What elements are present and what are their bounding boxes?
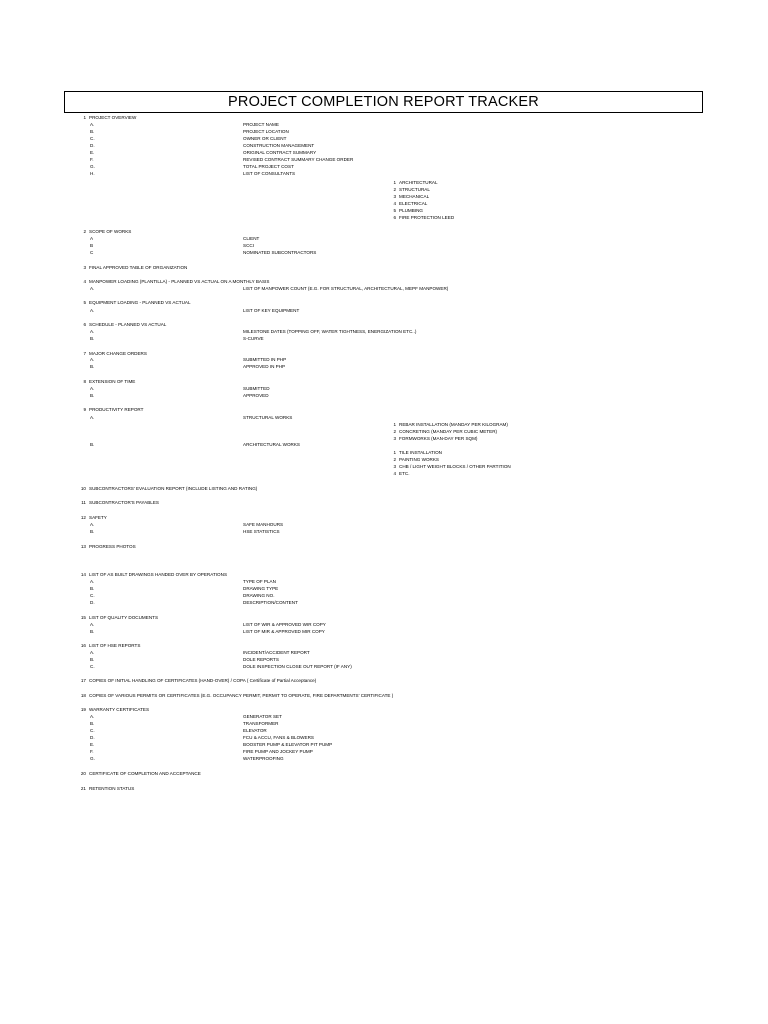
sub-number: 4 — [393, 201, 396, 206]
sub-item-text: ELECTRICAL — [399, 201, 428, 206]
item-text: APPROVED — [243, 393, 269, 398]
section-heading: WARRANTY CERTIFICATES — [89, 707, 150, 712]
section-heading: PROJECT OVERVIEW — [89, 115, 137, 120]
sub-item-text: REBAR INSTALLATION (MANDAY PER KILOGRAM) — [399, 422, 508, 427]
item-letter: A. — [90, 415, 95, 420]
section-number: 12 — [80, 515, 86, 520]
sub-item-text: MECHANICAL — [399, 194, 430, 199]
sub-item-text: CHB / LIGHT WEIGHT BLOCKS / OTHER PARTITION — [399, 464, 511, 469]
item-letter: C. — [90, 664, 95, 669]
item-text: STRUCTURAL WORKS — [243, 415, 293, 420]
item-text: BOOSTER PUMP & ELEVATOR PIT PUMP — [243, 742, 333, 747]
item-text: DESCRIPTION/CONTENT — [243, 600, 298, 605]
item-text: TYPE OF PLAN — [243, 579, 276, 584]
item-letter: A. — [90, 622, 95, 627]
item-letter: C — [90, 250, 94, 255]
item-letter: A. — [90, 714, 95, 719]
item-letter: G. — [90, 756, 95, 761]
section-heading: RETENTION STATUS — [89, 786, 135, 791]
item-text: OWNER OR CLIENT — [243, 136, 287, 141]
section-heading: LIST OF QUALITY DOCUMENTS — [89, 615, 159, 620]
section-number: 4 — [83, 279, 86, 284]
section-heading: LIST OF HSE REPORTS — [89, 643, 141, 648]
item-text: ARCHITECTURAL WORKS — [243, 442, 300, 447]
item-text: FCU & ACCU, FANS & BLOWERS — [243, 735, 314, 740]
sub-item-text: FIRE PROTECTION LEED — [399, 215, 455, 220]
item-letter: C. — [90, 593, 95, 598]
section-number: 7 — [83, 351, 86, 356]
item-letter: D. — [90, 143, 95, 148]
item-text: TRANSFORMER — [243, 721, 279, 726]
item-letter: B. — [90, 442, 95, 447]
sub-item-text: ARCHITECTURAL — [399, 180, 438, 185]
item-text: CONSTRUCTION MANAGEMENT — [243, 143, 315, 148]
item-text: CLIENT — [243, 236, 260, 241]
section-number: 5 — [83, 300, 86, 305]
item-text: NOMINATED SUBCONTRACTORS — [243, 250, 317, 255]
section-number: 10 — [80, 486, 86, 491]
item-letter: F. — [90, 157, 94, 162]
item-letter: B. — [90, 393, 95, 398]
sub-item-text: PAINTING WORKS — [399, 457, 439, 462]
section-number: 17 — [80, 678, 86, 683]
item-text: SUBMITTED — [243, 386, 270, 391]
section-number: 11 — [81, 500, 86, 505]
sub-item-text: ETC. — [399, 471, 410, 476]
item-text: PROJECT LOCATION — [243, 129, 289, 134]
sub-number: 2 — [393, 429, 396, 434]
item-text: LIST OF CONSULTANTS — [243, 171, 296, 176]
item-letter: E. — [90, 150, 95, 155]
section-number: 6 — [83, 322, 86, 327]
section-number: 19 — [80, 707, 86, 712]
item-text: DOLE REPORTS — [243, 657, 279, 662]
item-text: LIST OF MIR & APPROVED MIR COPY — [243, 629, 325, 634]
item-letter: A. — [90, 650, 95, 655]
item-letter: C. — [90, 136, 95, 141]
item-letter: B — [90, 243, 94, 248]
item-letter: A. — [90, 329, 95, 334]
section-heading: MANPOWER LOADING (PLANTILLA) - PLANNED VS ACTUAL ON A MONTHLY BASIS — [89, 279, 270, 284]
section-number: 1 — [83, 115, 86, 120]
sub-number: 4 — [393, 471, 396, 476]
sub-number: 3 — [393, 436, 396, 441]
section-number: 16 — [80, 643, 86, 648]
item-letter: B. — [90, 586, 95, 591]
item-letter: B. — [90, 629, 95, 634]
item-text: MILESTONE DATES (TOPPING OFF, WATER TIGHTNESS, ENERGIZATION ETC..) — [243, 329, 417, 334]
item-letter: G. — [90, 164, 95, 169]
item-text: ELEVATOR — [243, 728, 267, 733]
section-heading: MAJOR CHANGE ORDERS — [89, 351, 147, 356]
section-number: 13 — [80, 544, 86, 549]
sub-item-text: FORMWORKS (MAN-DAY PER SQM) — [399, 436, 478, 441]
item-letter: B. — [90, 657, 95, 662]
sub-number: 1 — [393, 422, 396, 427]
item-letter: A. — [90, 122, 95, 127]
item-text: HSE STATISTICS — [243, 529, 280, 534]
section-heading: SAFETY — [89, 515, 107, 520]
item-text: APPROVED IN PHP — [243, 364, 286, 369]
item-text: REVISED CONTRACT SUMMARY CHANGE ORDER — [243, 157, 354, 162]
sub-number: 1 — [393, 180, 396, 185]
section-number: 8 — [83, 379, 86, 384]
section-heading: SCHEDULE - PLANNED VS ACTUAL — [89, 322, 167, 327]
item-letter: B. — [90, 364, 95, 369]
section-number: 21 — [80, 786, 86, 791]
item-letter: A. — [90, 386, 95, 391]
section-heading: COPIES OF VARIOUS PERMITS OR CERTIFICATES (E.G. OCCUPANCY PERMIT, PERMIT TO OPERATE, FIRE DEPARTMENTS' CERTIFICATE ) — [89, 693, 394, 698]
item-letter: E. — [90, 742, 95, 747]
item-text: SUBMITTED IN PHP — [243, 357, 287, 362]
section-number: 9 — [83, 407, 86, 412]
section-number: 18 — [80, 693, 86, 698]
page-title: PROJECT COMPLETION REPORT TRACKER — [228, 93, 539, 110]
section-heading: EXTENSION OF TIME — [89, 379, 136, 384]
sub-number: 1 — [393, 450, 396, 455]
item-letter: H. — [90, 171, 95, 176]
item-letter: A. — [90, 522, 95, 527]
item-letter: C. — [90, 728, 95, 733]
sub-number: 2 — [393, 457, 396, 462]
title-box — [64, 91, 703, 113]
item-letter: A. — [90, 357, 95, 362]
item-letter: D. — [90, 600, 95, 605]
section-number: 15 — [80, 615, 86, 620]
item-text: LIST OF KEY EQUIPMENT — [243, 308, 300, 313]
item-text: LIST OF MANPOWER COUNT (E.G. FOR STRUCTURAL, ARCHITECTURAL, MEPF MANPOWER) — [243, 286, 449, 291]
section-number: 14 — [80, 572, 86, 577]
sub-number: 5 — [393, 208, 396, 213]
section-heading: SCOPE OF WORKS — [89, 229, 132, 234]
section-number: 20 — [80, 771, 86, 776]
section-heading: PRODUCTIVITY REPORT — [89, 407, 144, 412]
section-heading: PROGRESS PHOTOS — [89, 544, 136, 549]
item-text: PROJECT NAME — [243, 122, 279, 127]
item-text: INCIDENT/ACCIDENT REPORT — [243, 650, 310, 655]
item-letter: A. — [90, 579, 95, 584]
sub-number: 6 — [393, 215, 396, 220]
item-text: LIST OF WIR & APPROVED WIR COPY — [243, 622, 326, 627]
sub-item-text: TILE INSTALLATION — [399, 450, 442, 455]
item-text: SAFE MANHOURS — [243, 522, 284, 527]
item-letter: B. — [90, 721, 95, 726]
item-letter: F. — [90, 749, 94, 754]
sub-number: 3 — [393, 194, 396, 199]
item-letter: B. — [90, 336, 95, 341]
item-letter: D. — [90, 735, 95, 740]
item-letter: A. — [90, 286, 95, 291]
sub-number: 2 — [393, 187, 396, 192]
sub-item-text: CONCRETING (MANDAY PER CUBIC METER) — [399, 429, 498, 434]
section-number: 2 — [83, 229, 86, 234]
item-text: DRAWING NO. — [243, 593, 275, 598]
item-text: ORIGINAL CONTRACT SUMMARY — [243, 150, 317, 155]
item-text: FIRE PUMP AND JOCKEY PUMP — [243, 749, 313, 754]
item-letter: B. — [90, 129, 95, 134]
item-letter: A — [90, 236, 94, 241]
item-text: SCCI — [243, 243, 254, 248]
item-text: GENERATOR SET — [243, 714, 282, 719]
section-heading: LIST OF AS BUILT DRAWINGS HANDED OVER BY OPERATIONS — [89, 572, 228, 577]
section-heading: COPIES OF INITIAL HANDLING OF CERTIFICATES (HAND-OVER) / COPA ( Certificate of Partial Acceptance) — [89, 678, 317, 683]
section-number: 3 — [83, 265, 86, 270]
item-text: DRAWING TYPE — [243, 586, 279, 591]
item-text: DOLE INSPECTION CLOSE OUT REPORT (IF ANY) — [243, 664, 352, 669]
sub-item-text: STRUCTURAL — [399, 187, 430, 192]
section-heading: SUBCONTRACTOR'S PAYABLES — [89, 500, 159, 505]
section-heading: CERTIFICATE OF COMPLETION AND ACCEPTANCE — [89, 771, 201, 776]
section-heading: SUBCONTRACTORS' EVALUATION REPORT (INCLUDE LISTING AND RATING) — [89, 486, 258, 491]
item-text: S-CURVE — [243, 336, 264, 341]
item-text: TOTAL PROJECT COST — [243, 164, 294, 169]
item-letter: A. — [90, 308, 95, 313]
section-heading: FINAL APPROVED TABLE OF ORGANIZATION — [89, 265, 188, 270]
item-letter: B. — [90, 529, 95, 534]
section-heading: EQUIPMENT LOADING - PLANNED VS ACTUAL — [89, 300, 191, 305]
sub-item-text: PLUMBING — [399, 208, 423, 213]
item-text: WATERPROOFING — [243, 756, 284, 761]
sub-number: 3 — [393, 464, 396, 469]
